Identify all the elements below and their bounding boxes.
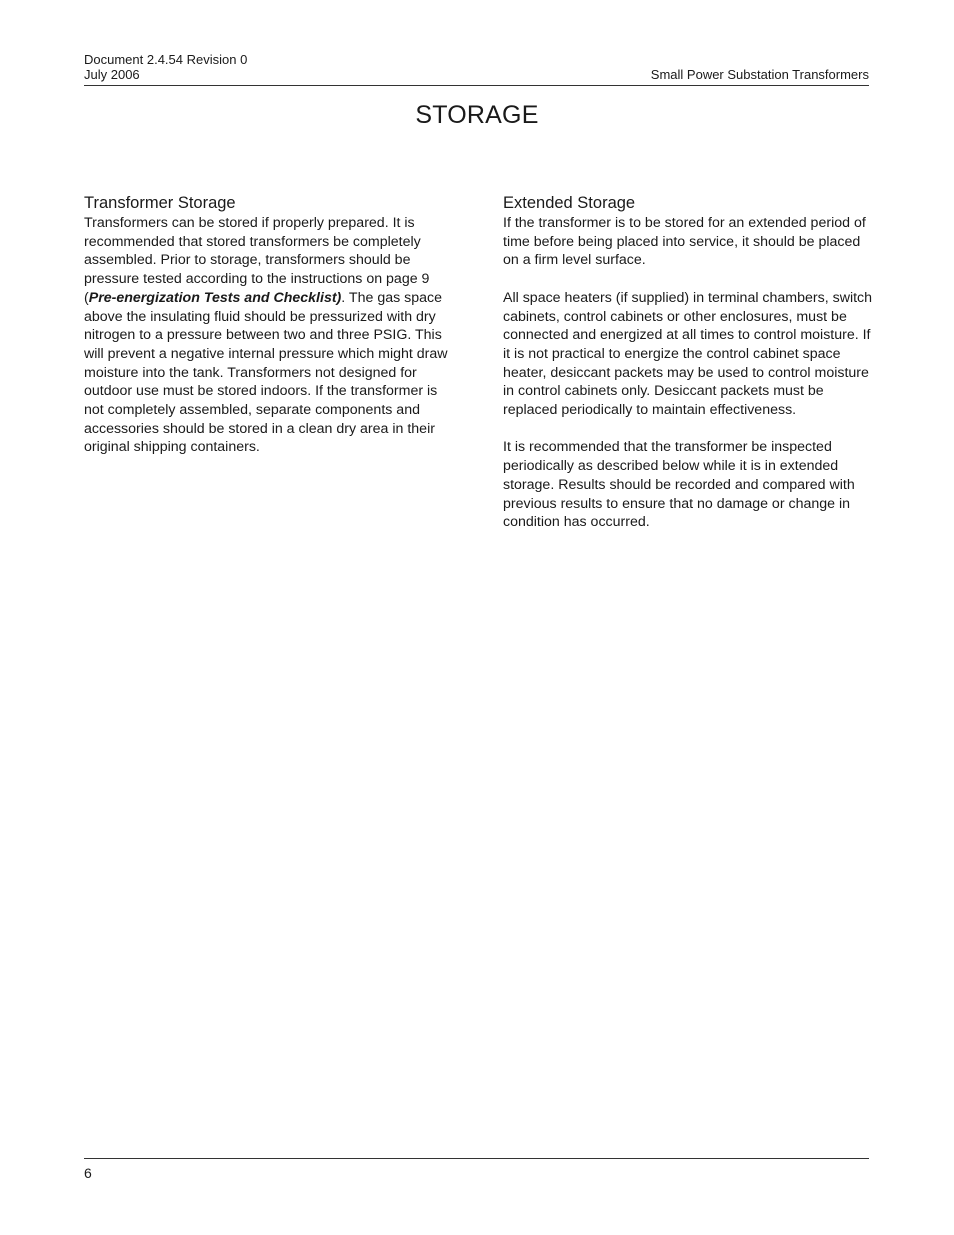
cross-reference: Pre-energization Tests and Checklist) bbox=[88, 289, 342, 306]
paragraph-text: Transformers can be stored if properly prepared. It is recommended that stored transformers be completely assembled. Prior to storage, transformers should be pressure tested according to the instructions on page 9 ( bbox=[84, 215, 430, 306]
document-number: Document 2.4.54 Revision 0 bbox=[84, 52, 248, 67]
page-number: 6 bbox=[84, 1165, 92, 1181]
footer-divider bbox=[84, 1158, 869, 1159]
document-date: July 2006 bbox=[84, 67, 140, 82]
body-paragraph: It is recommended that the transformer be inspected periodically as described below while it is in extended storage. Results should be recorded and compared with previous results to ensure that no damage or change in condition has occurred. bbox=[503, 439, 855, 531]
header-left bbox=[84, 52, 247, 82]
body-paragraph: All space heaters (if supplied) in terminal chambers, switch cabinets, control cabinets or other enclosures, must be connected and energized at all times to control moisture. If it is not practical to energize the control cabinet space heater, desiccant packets may be used to control moisture in control cabinets only. Desiccant packets must be replaced periodically to maintain effectiveness. bbox=[503, 289, 873, 419]
body-paragraph: If the transformer is to be stored for an extended period of time before being placed into service, it should be placed on a firm level surface. bbox=[503, 215, 866, 269]
transformer-storage-section bbox=[84, 193, 454, 457]
paragraph-text: . The gas space above the insulating fluid should be pressurized with dry nitrogen to a pressure between two and three PSIG. This will prevent a negative internal pressure which might draw moisture into the tank. Transformers not designed for outdoor use must be stored indoors. If the transformer is not completely assembled, separate components and accessories should be stored in a clean dry area in their original shipping containers. bbox=[84, 289, 448, 456]
body-paragraph bbox=[84, 214, 454, 457]
page-header bbox=[84, 52, 869, 86]
section-heading: Extended Storage bbox=[503, 194, 636, 212]
page-title: STORAGE bbox=[415, 101, 539, 129]
section-heading: Transformer Storage bbox=[84, 194, 236, 212]
document-title: Small Power Substation Transformers bbox=[650, 67, 869, 82]
extended-storage-section bbox=[503, 193, 873, 532]
